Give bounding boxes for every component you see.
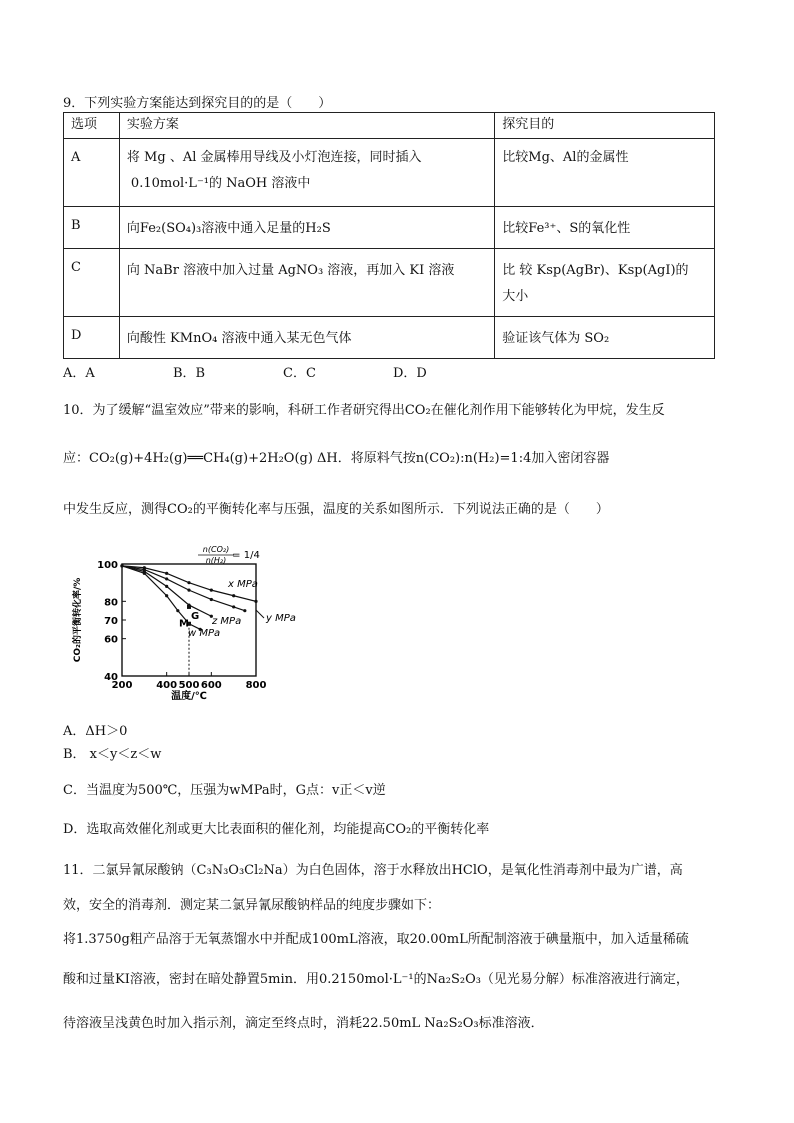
ratio-numerator: n(CO₂)	[202, 545, 230, 554]
series-point	[210, 589, 213, 592]
row-option: A	[64, 139, 120, 207]
series-point	[165, 585, 168, 588]
y-axis-label: CO₂的平衡转化率/%	[73, 577, 83, 663]
row-option: B	[64, 207, 120, 249]
choice-b: B．B	[173, 366, 206, 381]
q11-line2: 效，安全的消毒剂．测定某二氯异氰尿酸钠样品的纯度步骤如下：	[63, 898, 441, 913]
row-option: D	[64, 317, 120, 359]
y-tick-label: 40	[104, 672, 118, 683]
marked-point-label: G	[191, 610, 200, 622]
q10-line2: 应：CO₂(g)+4H₂(g)══CH₄(g)+2H₂O(g) ΔH．将原料气按n(CO₂):n(H₂)=1:4加入密闭容器	[63, 451, 610, 466]
x-tick-label: 200	[111, 680, 133, 691]
x-axis-label: 温度/℃	[171, 691, 207, 700]
q10-choice-b: B． x＜y＜z＜w	[63, 747, 162, 762]
series-point	[210, 598, 213, 601]
q10-line1: 10．为了缓解“温室效应”带来的影响，科研工作者研究得出CO₂在催化剂作用下能够转化为甲烷，发生反	[63, 403, 665, 418]
marked-point-label: M	[179, 618, 189, 630]
goal-line: 比 较 Ksp(AgBr)、Ksp(AgI)的	[502, 263, 689, 278]
y-tick-label: 100	[97, 560, 118, 571]
goal-line: 大小	[502, 289, 529, 304]
y-tick-label: 80	[104, 597, 118, 609]
header-plan: 实验方案	[119, 113, 494, 139]
series-point	[232, 605, 235, 608]
q10-line3: 中发生反应，测得CO₂的平衡转化率与压强，温度的关系如图所示．下列说法正确的是（ ）	[63, 502, 609, 517]
row-plan	[119, 139, 494, 207]
q9-table	[63, 112, 715, 359]
row-plan: 向 NaBr 溶液中加入过量 AgNO₃ 溶液，再加入 KI 溶液	[119, 249, 494, 317]
series-label-leader	[256, 610, 264, 618]
row-option: C	[64, 249, 120, 317]
q10-choice-d: D．选取高效催化剂或更大比表面积的催化剂，均能提高CO₂的平衡转化率	[63, 822, 490, 837]
series-point	[243, 609, 246, 612]
y-tick-label: 60	[104, 634, 118, 646]
y-tick-label: 70	[104, 616, 118, 627]
q11-line4: 酸和过量KI溶液，密封在暗处静置5min．用0.2150mol·L⁻¹的Na₂S₂O₃（见光易分解）标准溶液进行滴定，	[63, 972, 689, 987]
x-tick-label: 800	[245, 680, 267, 691]
row-plan: 向Fe₂(SO₄)₃溶液中通入足量的H₂S	[119, 207, 494, 249]
row-goal: 验证该气体为 SO₂	[495, 317, 715, 359]
series-label: x MPa	[228, 579, 258, 590]
series-label: y MPa	[266, 613, 296, 624]
q11-line5: 待溶液呈浅黄色时加入指示剂，滴定至终点时，消耗22.50mL Na₂S₂O₃标准溶液．	[63, 1016, 544, 1031]
series-point	[187, 581, 190, 584]
series-point	[254, 600, 257, 603]
row-plan: 向酸性 KMnO₄ 溶液中通入某无色气体	[119, 317, 494, 359]
choice-a: A．A	[63, 366, 95, 381]
series-point	[120, 564, 123, 567]
plan-line: 将 Mg 、Al 金属棒用导线及小灯泡连接，同时插入	[126, 150, 422, 165]
table-row	[64, 317, 715, 359]
table-row	[64, 113, 715, 139]
series-point	[176, 609, 179, 612]
x-tick-label: 500	[178, 680, 200, 691]
q10-choice-a: A．ΔH＞0	[63, 724, 128, 739]
table-row	[64, 207, 715, 249]
series-point	[143, 572, 146, 575]
row-goal: 比较Mg、Al的金属性	[495, 139, 715, 207]
choice-c: C．C	[283, 366, 316, 381]
series-label: z MPa	[212, 616, 242, 627]
q10-choice-c: C．当温度为500℃，压强为wMPa时，G点：v正＜v逆	[63, 783, 386, 798]
series-point	[187, 589, 190, 592]
header-option: 选项	[64, 113, 120, 139]
row-goal	[495, 249, 715, 317]
ratio-value: = 1/4	[232, 550, 260, 561]
series-point	[165, 572, 168, 575]
choice-d: D．D	[393, 366, 427, 381]
header-goal: 探究目的	[495, 113, 715, 139]
series-point	[232, 594, 235, 597]
plan-line: 0.10mol·L⁻¹的 NaOH 溶液中	[130, 176, 311, 191]
q9-stem: 9．下列实验方案能达到探究目的的是（ ）	[63, 96, 332, 111]
ratio-denominator: n(H₂)	[205, 556, 227, 565]
q11-line1: 11．二氯异氰尿酸钠（C₃N₃O₃Cl₂Na）为白色固体，溶于水释放出HClO，是氧化性消毒剂中最为广谱，高	[63, 863, 683, 878]
series-point	[165, 594, 168, 597]
table-row	[64, 249, 715, 317]
marked-point	[187, 605, 191, 609]
q11-line3: 将1.3750g粗产品溶于无氧蒸馏水中并配成100mL溶液，取20.00mL所配制溶液于碘量瓶中，加入适量稀硫	[63, 932, 689, 947]
x-tick-label: 400	[156, 680, 178, 691]
series-point	[165, 577, 168, 580]
series-label: w MPa	[188, 628, 221, 639]
q9-choices	[63, 362, 503, 381]
conversion-chart	[66, 540, 316, 700]
row-goal: 比较Fe³⁺、S的氧化性	[495, 207, 715, 249]
table-row	[64, 139, 715, 207]
x-tick-label: 600	[200, 680, 222, 691]
